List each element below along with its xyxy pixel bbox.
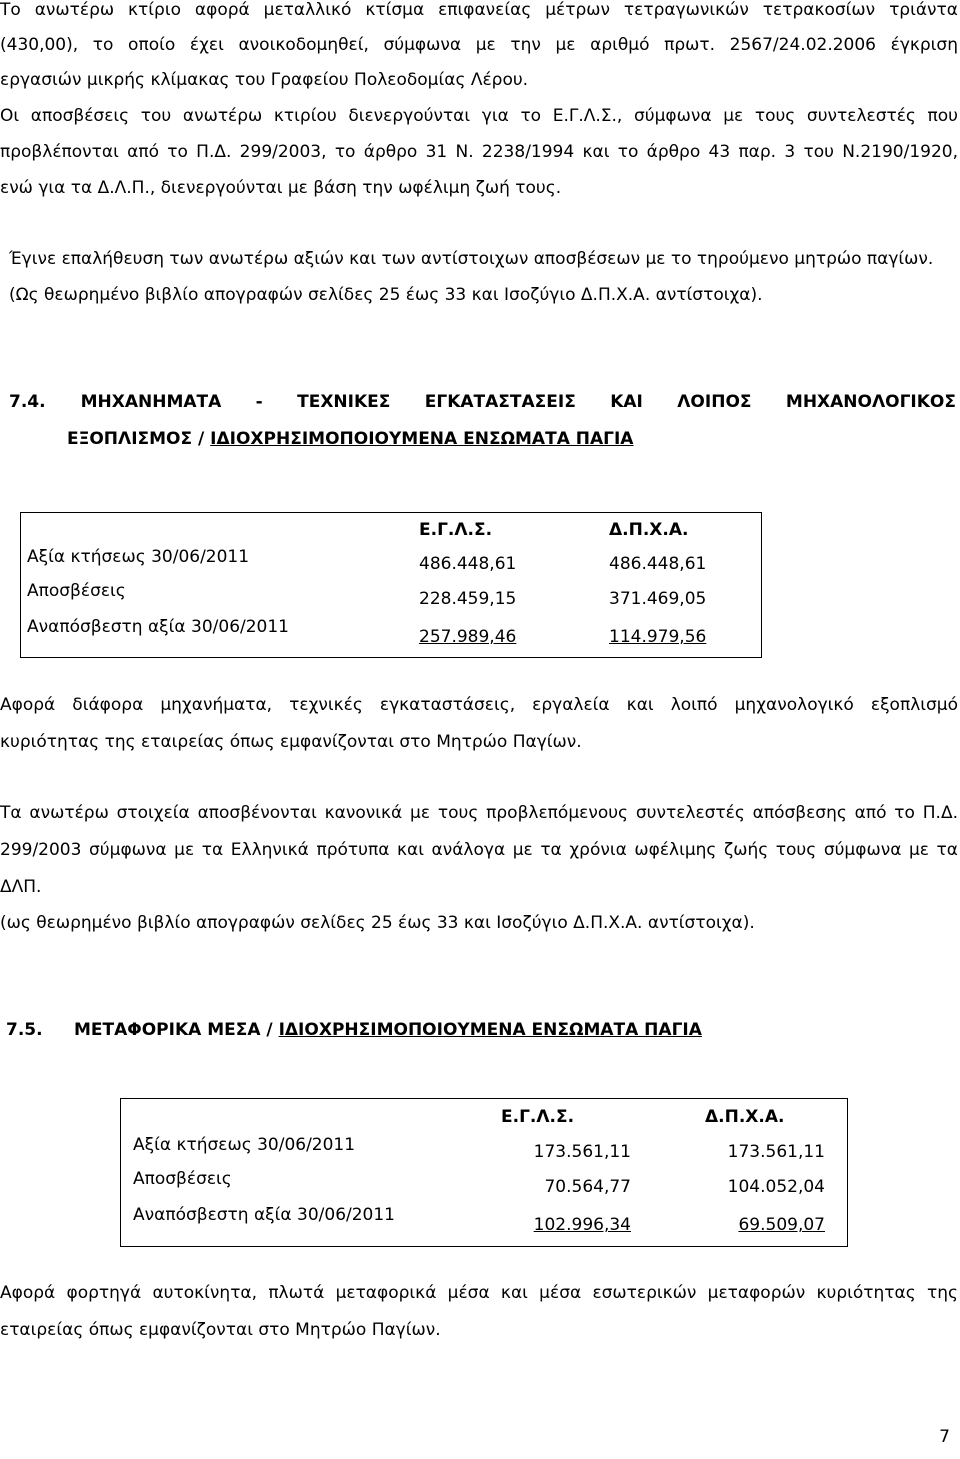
col-header-egls: Ε.Γ.Λ.Σ. [419, 519, 493, 540]
row-label: Αξία κτήσεως 30/06/2011 [133, 1134, 356, 1155]
row-label: Αποσβέσεις [133, 1168, 232, 1189]
section-75-title-a: ΜΕΤΑΦΟΡΙΚΑ ΜΕΣΑ / [74, 1020, 279, 1040]
section-74-title-line2 [67, 429, 633, 449]
value-egls: 70.564,77 [544, 1176, 631, 1197]
section-75-desc-line2: εταιρείας όπως εμφανίζονται στο Μητρώο Παγίων. [0, 1320, 441, 1340]
section-74-title-line2-a: ΕΞΟΠΛΙΣΜΟΣ / [67, 429, 211, 449]
section-74-depr-line2: 299/2003 σύμφωνα με τα Ελληνικά πρότυπα και ανάλογα με τα χρόνια ωφέλιμης ζωής τους σύμφωνα με τα [0, 840, 958, 860]
value-dpxa: 371.469,05 [609, 589, 707, 610]
table-row [121, 1169, 848, 1205]
row-label: Αναπόσβεστη αξία 30/06/2011 [133, 1204, 395, 1225]
section-75-table [120, 1098, 848, 1247]
row-label: Αποσβέσεις [27, 580, 126, 601]
section-74-table [20, 512, 762, 658]
value-dpxa: 69.509,07 [738, 1215, 825, 1236]
intro-line-5: προβλέπονται από το Π.Δ. 299/2003, το άρθρο 31 Ν. 2238/1994 και το άρθρο 43 παρ. 3 του Ν.2190/1920, [0, 142, 958, 162]
intro-line-3: εργασιών μικρής κλίμακας του Γραφείου Πολεοδομίας Λέρου. [0, 70, 529, 90]
value-dpxa: 173.561,11 [727, 1141, 825, 1162]
col-header-dpxa: Δ.Π.Χ.Α. [705, 1106, 785, 1127]
table-row [21, 547, 762, 581]
verification-text: Έγινε επαλήθευση των ανωτέρω αξιών και των αντίστοιχων αποσβέσεων με το τηρούμενο μητρώο παγίων. [9, 249, 934, 269]
value-dpxa: 486.448,61 [609, 553, 707, 574]
value-dpxa: 104.052,04 [727, 1176, 825, 1197]
value-egls: 486.448,61 [419, 553, 517, 574]
intro-line-2: (430,00), το οποίο έχει ανοικοδομηθεί, σύμφωνα με την με αριθμό πρωτ. 2567/24.02.2006 έγκριση [0, 35, 958, 55]
col-header-dpxa: Δ.Π.Χ.Α. [609, 519, 689, 540]
section-75-desc-line1: Αφορά φορτηγά αυτοκίνητα, πλωτά μεταφορικά μέσα και μέσα εσωτερικών μεταφορών κυριότητας της [0, 1283, 958, 1303]
section-74-reference: (ως θεωρημένο βιβλίο απογραφών σελίδες 25 έως 33 και Ισοζύγιο Δ.Π.Χ.Α. αντίστοιχα). [0, 913, 755, 933]
row-label: Αναπόσβεστη αξία 30/06/2011 [27, 617, 289, 638]
section-74-depr-line1: Τα ανωτέρω στοιχεία αποσβένονται κανονικά με τους προβλεπόμενους συντελεστές απόσβεσης από το Π.Δ. [0, 803, 958, 823]
section-74-title-line1: ΜΗΧΑΝΗΜΑΤΑ - ΤΕΧΝΙΚΕΣ ΕΓΚΑΤΑΣΤΑΣΕΙΣ ΚΑΙ ΛΟΙΠΟΣ ΜΗΧΑΝΟΛΟΓΙΚΟΣ [80, 392, 956, 412]
intro-line-6: ενώ για τα Δ.Λ.Π., διενεργούνται με βάση την ωφέλιμη ζωή τους. [0, 178, 562, 198]
reference-text: (Ως θεωρημένο βιβλίο απογραφών σελίδες 25 έως 33 και Ισοζύγιο Δ.Π.Χ.Α. αντίστοιχα). [9, 285, 763, 305]
section-75-number: 7.5. [6, 1020, 43, 1040]
intro-line-4: Οι αποσβέσεις του ανωτέρω κτιρίου διενεργούνται για το Ε.Γ.Λ.Σ., σύμφωνα με τους συντελεστές που [0, 106, 958, 126]
section-74-desc-line2: κυριότητας της εταιρείας όπως εμφανίζονται στο Μητρώο Παγίων. [0, 732, 582, 752]
table-row [21, 617, 762, 657]
value-egls: 173.561,11 [533, 1141, 631, 1162]
value-dpxa: 114.979,56 [609, 627, 707, 648]
value-egls: 228.459,15 [419, 589, 517, 610]
section-74-number: 7.4. [9, 392, 46, 412]
section-74-depr-line3: ΔΛΠ. [0, 877, 42, 897]
row-label: Αξία κτήσεως 30/06/2011 [27, 546, 250, 567]
table-row [21, 581, 762, 617]
intro-line-1: Το ανωτέρω κτίριο αφορά μεταλλικό κτίσμα επιφανείας μέτρων τετραγωνικών τετρακοσίων τριάντα [0, 0, 958, 20]
section-75-title-b: ΙΔΙΟΧΡΗΣΙΜΟΠΟΙΟΥΜΕΝΑ ΕΝΣΩΜΑΤΑ ΠΑΓΙΑ [278, 1020, 702, 1040]
col-header-egls: Ε.Γ.Λ.Σ. [501, 1106, 575, 1127]
section-74-desc-line1: Αφορά διάφορα μηχανήματα, τεχνικές εγκαταστάσεις, εργαλεία και λοιπό μηχανολογικό εξοπλισμό [0, 695, 958, 715]
section-75-title [74, 1020, 702, 1040]
table-row [121, 1205, 848, 1247]
page-number: 7 [939, 1427, 950, 1447]
value-egls: 257.989,46 [419, 627, 517, 648]
value-egls: 102.996,34 [533, 1215, 631, 1236]
section-74-heading [9, 392, 956, 412]
table-row [121, 1135, 848, 1169]
section-74-title-line2-b: ΙΔΙΟΧΡΗΣΙΜΟΠΟΙΟΥΜΕΝΑ ΕΝΣΩΜΑΤΑ ΠΑΓΙΑ [210, 429, 634, 449]
